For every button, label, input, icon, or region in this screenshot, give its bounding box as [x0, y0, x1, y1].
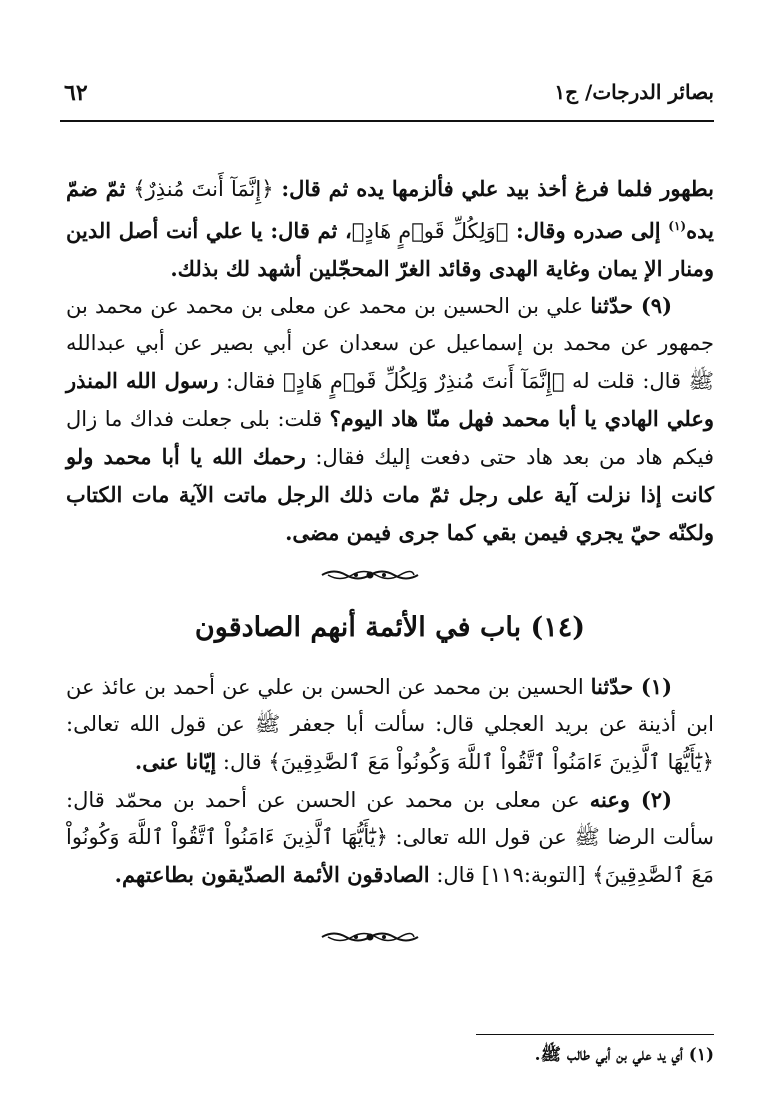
divider-ornament [320, 566, 420, 584]
quran-quote: ﴿يَٰٓأَيُّهَا ٱلَّذِينَ ءَامَنُواْ ٱتَّقُواْ ٱللَّهَ وَكُونُواْ مَعَ ٱلصَّٰدِقِينَ﴾ [66, 825, 714, 887]
text-run: إلى صدره وقال: [508, 218, 669, 243]
running-title: بصائر الدرجات/ ج١ [554, 80, 714, 104]
section-1-text [66, 170, 714, 552]
running-header [60, 74, 714, 122]
chapter-title: (١٤) باب في الأئمة أنهم الصادقون [194, 612, 586, 643]
footnote: (١) أي يد علي بن أبي طالب ﷺ. [534, 1045, 714, 1065]
footnote-reference: (١) [668, 219, 687, 233]
text-run: علي بن الحسين بن محمد عن معلى بن محمد عن محمد بن جمهور عن محمد بن إسماعيل عن سعدان عن أبي بصير عن أبي عبدالله ﷺ قال: قلت له [66, 294, 714, 393]
footnote-divider [476, 1034, 714, 1035]
text-run: قلت: بلى جعلت فداك ما زال فيكم هاد من بعد هاد حتى دفعت إليك فقال: [66, 407, 714, 469]
quran-quote: ﴿وَلِكُلِّ قَوۡمٍ هَادٍ﴾ [351, 219, 509, 243]
page-number: ٦٢ [64, 80, 88, 106]
text-run: بطهور فلما فرغ أخذ بيد علي فألزمها يده ثم قال: [273, 176, 714, 201]
hadith-number: (١) حدّثنا [590, 674, 672, 699]
section-2-text [66, 668, 714, 894]
text-run: [التوبة:١١٩] قال: [429, 863, 593, 887]
text-run: عن معلى بن محمد عن الحسن عن أحمد بن محمّد قال: سألت الرضا ﷺ عن قول الله تعالى: [66, 788, 714, 849]
text-run-bold: الصادقون الأئمة الصدّيقون بطاعتهم. [114, 862, 430, 887]
text-run: ، ثم قال: يا علي أنت أصل الدين ومنار الإ يمان وغاية الهدى وقائد الغرّ المحجّلين أشهد لك بذلك. [66, 218, 714, 281]
text-run: قال: [216, 750, 269, 774]
text-run: الحسين بن محمد عن الحسن بن علي عن أحمد بن عائذ عن ابن أذينة عن بريد العجلي قال: سألت أبا جعفر ﷺ عن قول الله تعالى: [66, 675, 714, 736]
text-run: ثمّ ضمّ يده [66, 176, 714, 243]
hadith-number: (٢) وعنه [589, 787, 672, 812]
quran-quote: ﴿إِنَّمَآ أَنتَ مُنذِرٌ وَلِكُلِّ قَوۡمٍ هَادٍ﴾ [282, 369, 565, 393]
hadith-1 [66, 668, 714, 781]
hadith-2 [66, 781, 714, 894]
text-run-bold: إيّانا عنى. [134, 749, 217, 774]
quran-quote: ﴿إِنَّمَآ أَنتَ مُنذِرٌ﴾ [133, 177, 274, 201]
paragraph-continuation [66, 170, 714, 287]
divider-ornament [320, 928, 420, 946]
text-run-bold: رسول الله المنذر وعلي الهادي يا أبا محمد فهل منّا هاد اليوم؟ [66, 368, 715, 431]
hadith-9 [66, 287, 714, 552]
text-run-bold: رحمك الله يا أبا محمد ولو كانت إذا نزلت آية على رجل ثمّ مات ذلك الرجل ماتت الآية مات الكتاب ولكنّه حيّ يجري فيمن بقي كما جرى فيمن مضى. [66, 444, 714, 545]
quran-quote: ﴿يَٰٓأَيُّهَا ٱلَّذِينَ ءَامَنُواْ ٱتَّقُواْ ٱللَّهَ وَكُونُواْ مَعَ ٱلصَّٰدِقِينَ﴾ [268, 750, 714, 774]
text-run: فقال: [218, 369, 283, 393]
hadith-number: (٩) حدّثنا [590, 293, 672, 318]
